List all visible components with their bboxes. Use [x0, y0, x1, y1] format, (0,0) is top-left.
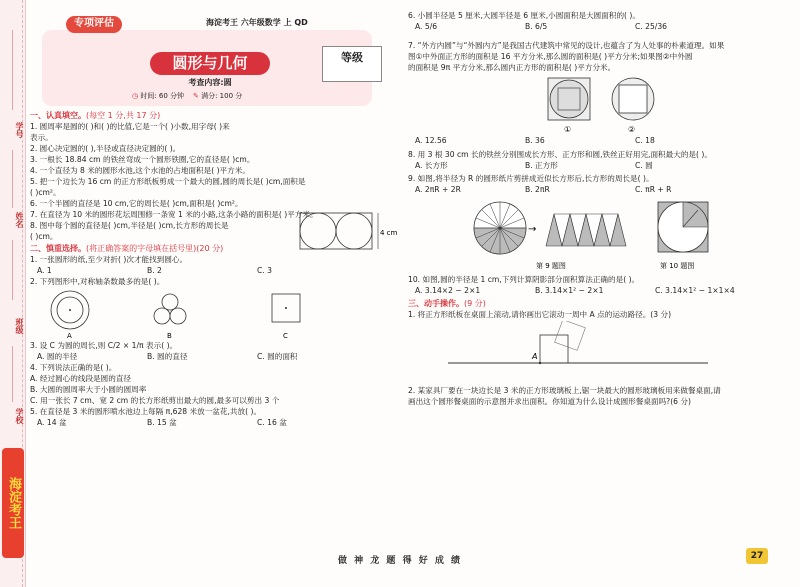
- circle-rearrange-figures: [408, 196, 788, 274]
- binding-spine: [0, 0, 26, 587]
- section-1-heading: 一、认真填空。(每空 1 分,共 17 分): [30, 111, 161, 120]
- question-2-1-options: [37, 266, 398, 275]
- question-1-5-cont: ( )cm²。: [30, 187, 61, 197]
- question-2-10-options: [415, 286, 788, 295]
- option-a[interactable]: A. 12.56: [415, 136, 447, 146]
- question-2-2: 2. 下列图形中,对称轴条数最多的是( )。: [30, 277, 165, 287]
- arrow-icon: →: [528, 224, 537, 236]
- question-2-7-cont-1: 图①中外面正方形的面积是 16 平方分米,那么圆的面积是( )平方分米;如果图②中外圆: [408, 52, 693, 62]
- question-1-7: 7. 在直径为 10 米的圆形花坛周围修一条宽 1 米的小路,这条小路的面积是( )平方米。: [30, 209, 318, 219]
- option-c[interactable]: C. πR + R: [635, 185, 672, 195]
- question-1-8: 8. 图中每个圆的直径是( )cm,半径是( )cm,长方形的周长是: [30, 220, 229, 230]
- question-1-6: 6. 一个半圆的直径是 10 cm,它的周长是( )cm,面积是( )cm²。: [30, 198, 243, 208]
- option-b[interactable]: B. 2: [147, 266, 162, 276]
- question-1-1: 1. 圆周率是圆的( )和( )的比值,它是一个( )小数,用字母( )来: [30, 122, 230, 131]
- question-1-5: 5. 把一个边长为 16 cm 的正方形纸板剪成一个最大的圆,圆的周长是( )cm,面积是: [30, 176, 306, 186]
- exam-scope: 考查内容:圆: [188, 78, 232, 87]
- figure-dimension-label: 4 cm: [380, 228, 398, 237]
- section-2-heading: 二、慎重选择。(将正确答案的字母填在括号里)(20 分): [30, 244, 224, 254]
- grade-label: 等级: [341, 51, 363, 64]
- option-c[interactable]: C. 圆: [635, 160, 653, 170]
- question-2-7: 7. “外方内圆”与“外圆内方”是我国古代建筑中常见的设计,也蕴含了为人处事的朴素道理。如果: [408, 41, 725, 51]
- question-2-5-options: [37, 418, 398, 427]
- option-c[interactable]: C. 16 盆: [257, 418, 287, 428]
- question-2-1: 1. 一张圆形的纸,至少对折( )次才能找到圆心。: [30, 255, 188, 265]
- clock-icon: ◷: [132, 92, 139, 100]
- series-label: 海淀考王 六年级数学 上 QD: [206, 18, 308, 27]
- question-1-3: 3. 一根长 18.84 cm 的铁丝弯成一个圆形铁圈,它的直径是( )cm。: [30, 154, 255, 164]
- question-2-7-figures: [408, 74, 788, 136]
- brand-logo: 海淀考王: [2, 448, 24, 558]
- question-1-2: 2. 圆心决定圆的( ),半径或直径决定圆的( )。: [30, 143, 181, 153]
- option-a[interactable]: A. 5/6: [415, 21, 438, 31]
- page-number: 27: [746, 548, 768, 564]
- question-2-2-figures: [30, 288, 398, 340]
- question-1-8-cont: ( )cm。: [30, 231, 58, 241]
- option-a[interactable]: A. 3.14×2 − 2×1: [415, 286, 481, 296]
- left-column: [30, 10, 398, 429]
- exam-time: 时间: 60 分钟: [140, 92, 185, 100]
- symmetry-figures: [30, 288, 330, 340]
- student-id-label: 学号: [15, 122, 24, 138]
- option-c[interactable]: C. 3.14×1² − 1×1×4: [655, 286, 735, 296]
- option-b[interactable]: B. 正方形: [525, 160, 558, 170]
- rearranged-sectors: [546, 214, 626, 246]
- option-c[interactable]: C. 18: [635, 136, 655, 146]
- figure-label-a: A: [67, 332, 72, 341]
- question-1-4: 4. 一个直径为 8 米的圆形水池,这个水池的占地面积是( )平方米。: [30, 165, 250, 175]
- question-2-3: 3. 设 C 为圆的周长,则 C/2 × 1/π 表示( )。: [30, 341, 178, 351]
- figure-label-b: B: [167, 332, 172, 341]
- question-2-8: 8. 用 3 根 30 cm 长的铁丝分别围成长方形、正方形和圆,铁丝正好用完,面积最大的是( )。: [408, 149, 712, 159]
- exam-score: 满分: 100 分: [201, 92, 243, 100]
- question-3-2: 2. 某家具厂要在一块边长是 3 米的正方形玻璃板上,锯一块最大的圆形玻璃板用来做餐桌面,请: [408, 385, 721, 395]
- worksheet-header: [30, 10, 398, 108]
- school-label: 学校: [15, 408, 24, 424]
- page-title: 圆形与几何: [150, 52, 270, 75]
- option-c[interactable]: C. 圆的面积: [257, 352, 298, 362]
- point-a-label: A: [532, 351, 538, 361]
- question-3-2-cont: 画出这个圆形餐桌面的示意图并求出面积。你知道为什么设计成圆形餐桌面吗?(6 分): [408, 396, 691, 406]
- option-b[interactable]: B. 圆的直径: [147, 352, 188, 362]
- rolling-square-figure: [408, 321, 788, 385]
- figure-9-caption: 第 9 题图: [536, 262, 566, 271]
- option-a[interactable]: A. 14 盆: [37, 418, 67, 428]
- question-1-1-cont: 表示。: [30, 132, 53, 142]
- architecture-figures: [408, 74, 788, 136]
- option-b[interactable]: B. 6/5: [525, 21, 548, 31]
- question-2-10: 10. 如图,圆的半径是 1 cm,下列计算阴影部分面积算法正确的是( )。: [408, 275, 640, 285]
- option-b[interactable]: B. 15 盆: [147, 418, 177, 428]
- question-2-4-option-c[interactable]: C. 用一张长 7 cm、宽 2 cm 的长方形纸剪出最大的圆,最多可以剪出 3 个: [30, 396, 280, 406]
- option-c[interactable]: C. 3: [257, 266, 272, 276]
- question-2-4-option-a[interactable]: A. 经过圆心的线段是圆的直径: [30, 374, 132, 384]
- question-2-4-option-b[interactable]: B. 大圆的圆周率大于小圆的圆周率: [30, 385, 147, 395]
- question-2-9-options: [415, 185, 788, 194]
- score-icon: ✎: [192, 92, 199, 100]
- question-2-9: 9. 如图,将半径为 R 的圆形纸片剪拼成近似长方形后,长方形的周长是( )。: [408, 174, 654, 184]
- option-b[interactable]: B. 36: [525, 136, 545, 146]
- option-b[interactable]: B. 3.14×1² − 2×1: [535, 286, 604, 296]
- question-3-1-figure: [408, 321, 788, 385]
- exam-meta: [132, 92, 242, 101]
- right-column: [408, 10, 788, 408]
- class-label: 班级: [15, 318, 24, 334]
- question-2-8-options: [415, 161, 788, 170]
- student-name-label: 姓名: [15, 212, 24, 228]
- option-a[interactable]: A. 圆的半径: [37, 352, 78, 362]
- option-a[interactable]: A. 长方形: [415, 160, 448, 170]
- grade-box: [322, 46, 382, 82]
- figure-label-2: ②: [628, 125, 636, 135]
- option-c[interactable]: C. 25/36: [635, 21, 668, 31]
- question-2-5: 5. 在直径是 3 米的圆形喷水池边上每隔 π,628 米放一盆花,共放( )。: [30, 407, 262, 417]
- question-2-7-cont-2: 的面积是 9π 平方分米,那么圆内正方形的面积是( )平方分米。: [408, 63, 616, 73]
- figure-label-c: C: [283, 332, 288, 341]
- sectored-circle: [474, 202, 526, 254]
- option-a[interactable]: A. 1: [37, 266, 52, 276]
- figure-label-1: ①: [564, 125, 572, 135]
- figure-10-caption: 第 10 题图: [660, 262, 695, 271]
- question-2-3-options: [37, 352, 398, 361]
- question-3-1: 1. 将正方形纸板在桌面上滚动,请你画出它滚动一周中 A 点的运动路径。(3 分): [408, 309, 672, 319]
- two-circles-figure: [298, 211, 398, 253]
- question-2-6-options: [415, 22, 788, 31]
- question-2-4: 4. 下列说法正确的是( )。: [30, 363, 117, 373]
- question-1-8-block: [30, 221, 398, 241]
- footer-slogan: 做 神 龙 题 得 好 成 绩: [338, 556, 462, 566]
- option-a[interactable]: A. 2πR + 2R: [415, 185, 461, 195]
- square-in-circle: [658, 202, 708, 252]
- section-tag: 专项评估: [66, 16, 122, 33]
- section-3-heading: 三、动手操作。(9 分): [408, 298, 486, 308]
- option-b[interactable]: B. 2πR: [525, 185, 550, 195]
- question-2-6: 6. 小圆半径是 5 厘米,大圆半径是 6 厘米,小圆面积是大圆面积的( )。: [408, 11, 640, 20]
- question-2-7-options: [415, 136, 788, 145]
- question-2-9-10-figures: [408, 196, 788, 274]
